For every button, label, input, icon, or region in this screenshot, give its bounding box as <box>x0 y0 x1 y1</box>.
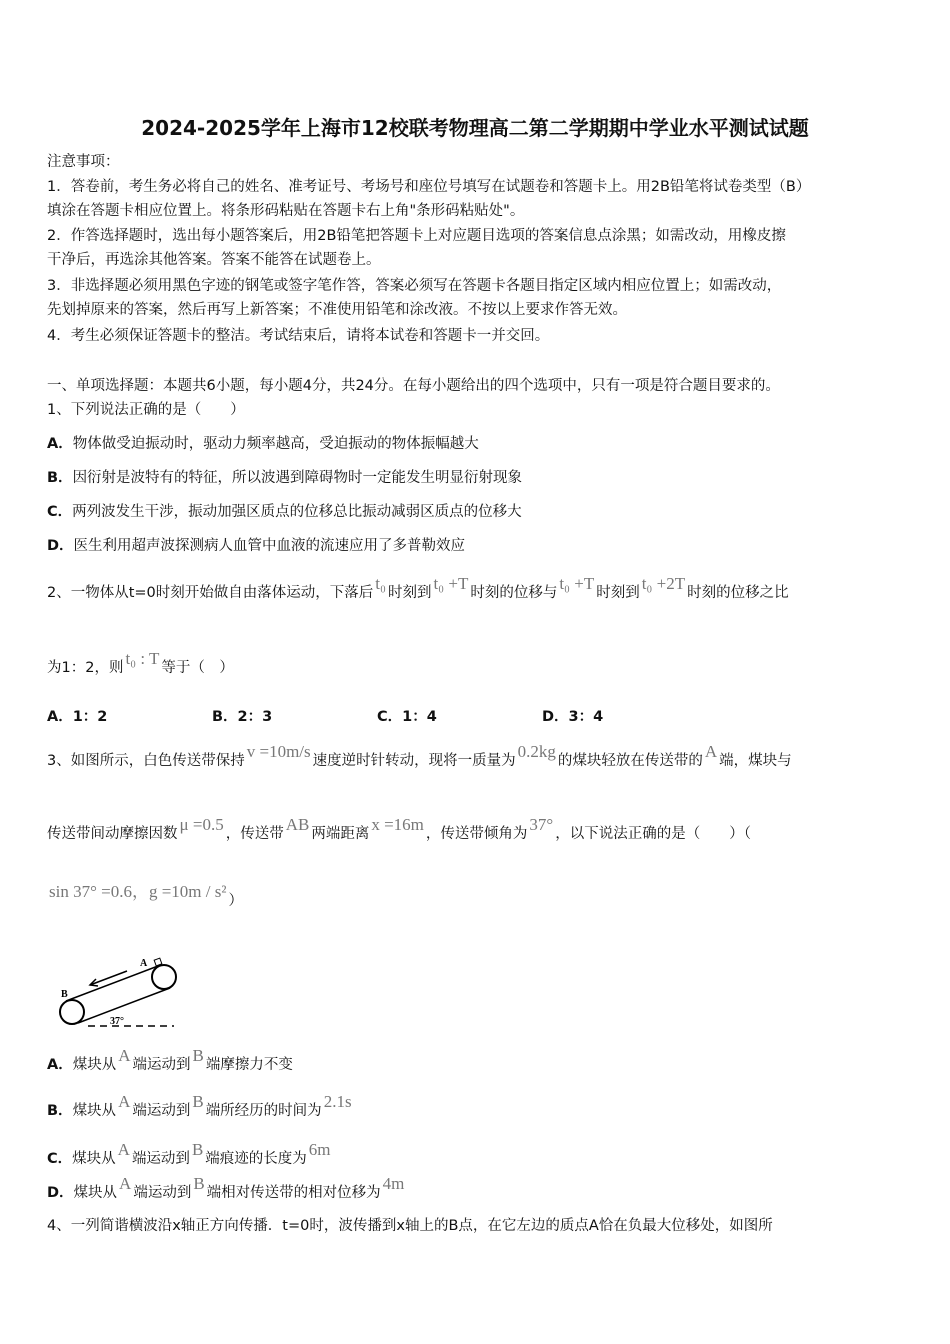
text-segment: ） <box>228 893 243 909</box>
math-expression: x =16m <box>371 815 424 834</box>
math-expression: sin 37° =0.6，g =10m / s² <box>49 882 227 901</box>
q2-option-c: C．1：4 <box>377 709 437 725</box>
option-letter: D． <box>47 1185 74 1201</box>
text-line <box>47 742 792 771</box>
coal-block <box>154 958 162 966</box>
pulley-a <box>152 965 176 989</box>
math-expression: A <box>704 742 718 761</box>
math-expression: B <box>193 1174 205 1193</box>
text-segment: 2、一物体从t=0时刻开始做自由落体运动，下落后 <box>47 585 374 601</box>
text-line <box>47 250 381 270</box>
math-expression: A <box>117 1140 130 1159</box>
text-segment: 传送带间动摩擦因数 <box>47 826 178 842</box>
text-line <box>47 1092 354 1121</box>
angle-label: 37° <box>110 1016 124 1027</box>
text-segment: 等于（ ） <box>161 660 234 676</box>
text-line <box>47 326 549 346</box>
option-letter: D． <box>47 538 74 554</box>
math-expression: 4m <box>382 1174 405 1193</box>
math-expression: B <box>192 1092 204 1111</box>
text-line <box>47 815 751 844</box>
math-expression: t₀ +T <box>559 574 595 593</box>
math-expression: 2.1s <box>323 1092 352 1111</box>
math-expression: 37° <box>529 815 554 834</box>
text-line <box>47 1174 406 1203</box>
text-segment: 注意事项： <box>47 154 120 170</box>
text-segment: 端相对传送带的相对位移为 <box>206 1185 381 1201</box>
math-expression: A <box>118 1046 131 1065</box>
text-segment: 时刻到 <box>596 585 640 601</box>
text-segment: 两端距离 <box>311 826 370 842</box>
option-letter: B． <box>47 1103 73 1119</box>
text-line <box>47 177 810 197</box>
text-line <box>47 536 465 556</box>
math-expression: μ =0.5 <box>179 815 224 834</box>
text-segment: 煤块从 <box>72 1103 117 1119</box>
text-segment: 时刻的位移与 <box>470 585 558 601</box>
option-letter: B． <box>47 470 73 486</box>
math-expression: A <box>118 1092 131 1111</box>
text-segment: 端摩擦力不变 <box>205 1057 293 1073</box>
text-line <box>47 1216 773 1236</box>
text-segment: 端运动到 <box>131 1151 190 1167</box>
text-segment: ，传送带倾角为 <box>425 826 528 842</box>
text-segment: 时刻到 <box>387 585 432 601</box>
text-segment: 端所经历的时间为 <box>205 1103 322 1119</box>
text-line <box>47 649 234 678</box>
text-line <box>47 300 627 320</box>
text-line <box>47 276 781 296</box>
text-segment: 干净后，再选涂其他答案。答案不能答在试题卷上。 <box>47 252 381 268</box>
text-segment: 1、下列说法正确的是（ ） <box>47 402 245 418</box>
math-expression: AB <box>285 815 310 834</box>
text-line <box>47 882 243 911</box>
option-letter: A． <box>47 436 73 452</box>
text-segment: 煤块从 <box>72 1151 116 1167</box>
text-segment: 1．答卷前，考生务必将自己的姓名、准考证号、考场号和座位号填写在试题卷和答题卡上。用2B铅笔将试卷类型（B） <box>47 179 811 195</box>
math-expression: B <box>192 1046 204 1065</box>
text-line <box>47 502 522 522</box>
option-letter: A． <box>47 1057 73 1073</box>
arrow-icon <box>90 971 127 985</box>
text-line <box>47 434 479 454</box>
q2-option-a: A．1：2 <box>47 709 108 725</box>
text-segment: 煤块从 <box>72 1057 117 1073</box>
math-expression: 6m <box>308 1140 331 1159</box>
math-expression: t₀ +2T <box>641 574 686 593</box>
text-segment: 时刻的位移之比 <box>687 585 789 601</box>
text-segment: 先划掉原来的答案，然后再写上新答案；不准使用铅笔和涂改液。不按以上要求作答无效。 <box>47 302 627 318</box>
text-segment: 端运动到 <box>133 1185 192 1201</box>
text-line <box>47 574 789 603</box>
page-title: 2024-2025学年上海市12校联考物理高二第二学期期中学业水平测试试题 <box>141 116 809 140</box>
math-expression: v =10m/s <box>246 742 311 761</box>
text-segment: 4．考生必须保证答题卡的整洁。考试结束后，请将本试卷和答题卡一并交回。 <box>47 328 550 344</box>
option-letter: C． <box>47 1151 73 1167</box>
text-line <box>47 201 524 221</box>
text-segment: 因衍射是波特有的特征，所以波遇到障碍物时一定能发生明显衍射现象 <box>72 470 523 486</box>
math-expression: 0.2kg <box>517 742 556 761</box>
text-segment: 速度逆时针转动，现将一质量为 <box>312 753 516 769</box>
text-segment: 煤块从 <box>73 1185 118 1201</box>
text-segment: 端，煤块与 <box>719 753 792 769</box>
text-line <box>47 400 245 420</box>
text-segment: 4、一列简谐横波沿x轴正方向传播．t=0时，波传播到x轴上的B点，在它左边的质点A恰在负最大位移处，如图所 <box>47 1218 773 1234</box>
text-segment: ，以下说法正确的是（ ）（ <box>555 826 751 842</box>
math-expression: B <box>191 1140 204 1159</box>
text-segment: ，传送带 <box>225 826 284 842</box>
text-line <box>47 152 120 172</box>
text-segment: 一、单项选择题：本题共6小题，每小题4分，共24分。在每小题给出的四个选项中，只有一项是符合题目要求的。 <box>47 378 780 394</box>
math-expression: t₀ <box>375 574 386 593</box>
text-line <box>47 1140 333 1169</box>
text-segment: 两列波发生干涉，振动加强区质点的位移总比振动减弱区质点的位移大 <box>72 504 522 520</box>
text-segment: 端运动到 <box>132 1057 191 1073</box>
q2-option-b: B．2：3 <box>212 709 273 725</box>
math-expression: A <box>119 1174 132 1193</box>
text-line <box>47 468 522 488</box>
text-segment: 端痕迹的长度为 <box>205 1151 307 1167</box>
label-a: A <box>140 958 148 969</box>
text-segment: 填涂在答题卡相应位置上。将条形码粘贴在答题卡右上角"条形码粘贴处"。 <box>47 203 525 219</box>
q2-option-d: D．3：4 <box>542 709 604 725</box>
text-segment: 端运动到 <box>132 1103 191 1119</box>
text-segment: 的煤块轻放在传送带的 <box>557 753 703 769</box>
label-b: B <box>61 989 68 1000</box>
text-segment: 3、如图所示，白色传送带保持 <box>47 753 245 769</box>
option-letter: C． <box>47 504 73 520</box>
text-line <box>47 1046 293 1075</box>
text-line <box>47 226 786 246</box>
math-expression: t₀ : T <box>125 649 160 668</box>
math-expression: t₀ +T <box>433 574 469 593</box>
text-line <box>47 376 780 396</box>
conveyor-belt-diagram <box>52 952 192 1034</box>
text-segment: 医生利用超声波探测病人血管中血液的流速应用了多普勒效应 <box>73 538 466 554</box>
text-segment: 为1：2，则 <box>47 660 124 676</box>
pulley-b <box>60 1000 84 1024</box>
text-segment: 2．作答选择题时，选出每小题答案后，用2B铅笔把答题卡上对应题目选项的答案信息点涂黑；如需改动，用橡皮擦 <box>47 228 786 244</box>
text-segment: 3．非选择题必须用黑色字迹的钢笔或签字笔作答，答案必须写在答题卡各题目指定区域内相应位置上；如需改动， <box>47 278 782 294</box>
text-segment: 物体做受迫振动时，驱动力频率越高，受迫振动的物体振幅越大 <box>72 436 479 452</box>
